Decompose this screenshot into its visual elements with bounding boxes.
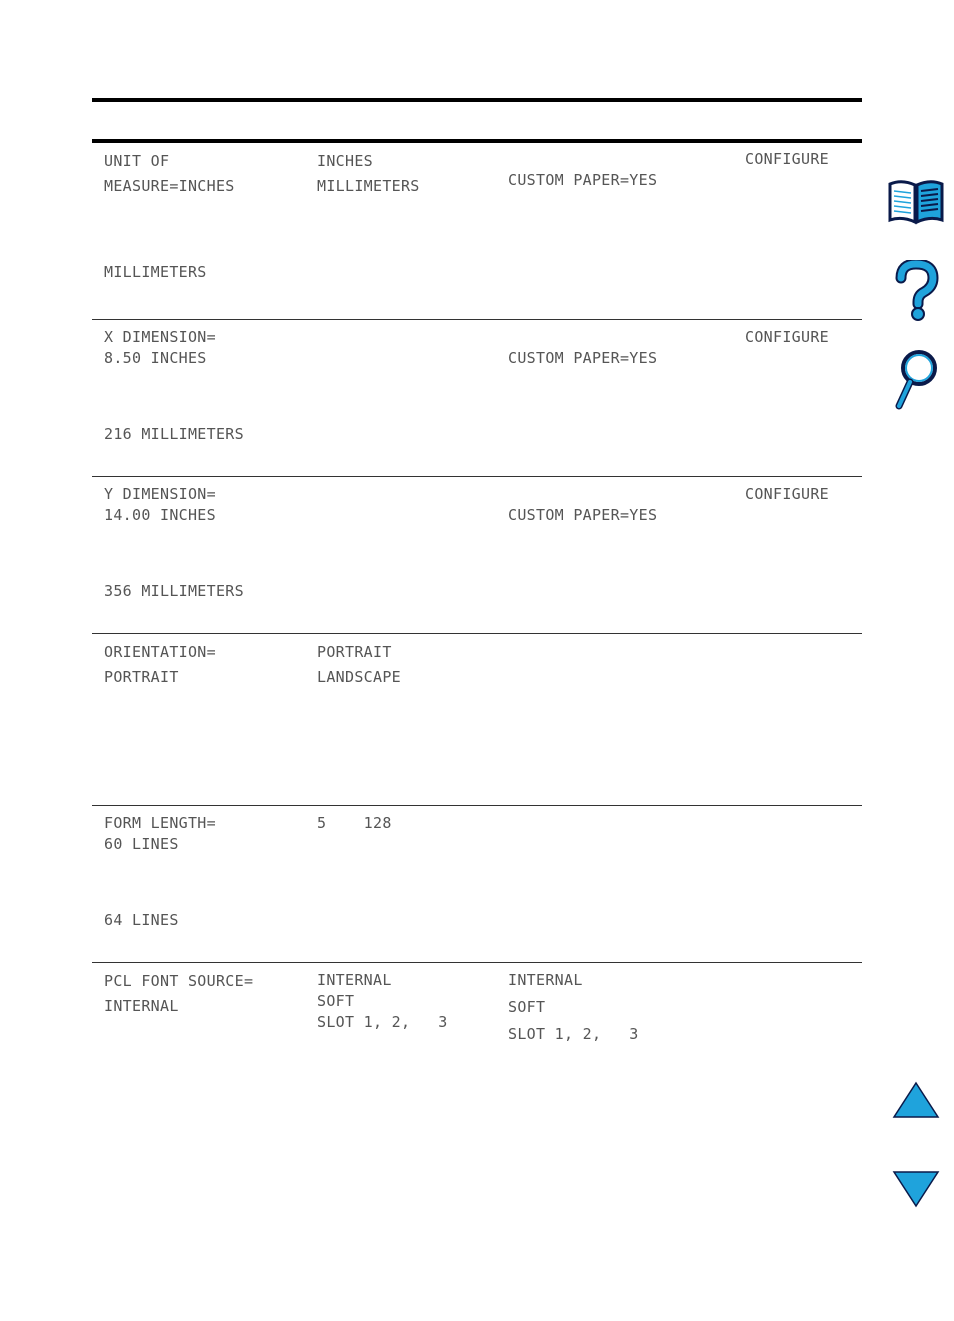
param-default: MEASURE=INCHES [104,177,235,195]
param-description: SLOT 1, 2, 3 [508,1025,639,1043]
param-name: Y DIMENSION= [104,485,216,503]
param-description: SOFT [508,998,546,1016]
param-name: ORIENTATION= [104,643,216,661]
param-value: MILLIMETERS [317,177,420,195]
param-menu: CONFIGURE [745,485,829,503]
row-divider [92,633,862,634]
param-name: UNIT OF [104,152,170,170]
param-description: 64 LINES [104,911,179,929]
param-value: LANDSCAPE [317,668,401,686]
param-description: 216 MILLIMETERS [104,425,244,443]
header-rule-bottom [92,139,862,143]
param-value: SLOT 1, 2, 3 [317,1013,448,1031]
search-icon[interactable] [892,348,940,412]
next-page-icon[interactable] [892,1170,940,1208]
header-rule-top [92,98,862,102]
help-icon[interactable] [893,260,939,322]
param-value: SOFT [317,992,355,1010]
param-menu: CONFIGURE [745,150,829,168]
param-description: INTERNAL [508,971,583,989]
param-menu: CONFIGURE [745,328,829,346]
param-name: PCL FONT SOURCE= [104,972,254,990]
param-default: 8.50 INCHES [104,349,207,367]
param-value: 5 128 [317,814,392,832]
param-default: PORTRAIT [104,668,179,686]
param-default: INTERNAL [104,997,179,1015]
param-condition: CUSTOM PAPER=YES [508,506,658,524]
param-name: FORM LENGTH= [104,814,216,832]
book-icon[interactable] [886,176,946,226]
param-value: PORTRAIT [317,643,392,661]
row-divider [92,805,862,806]
param-condition: CUSTOM PAPER=YES [508,171,658,189]
param-name: X DIMENSION= [104,328,216,346]
row-divider [92,962,862,963]
param-default: 60 LINES [104,835,179,853]
previous-page-icon[interactable] [892,1081,940,1119]
param-description: MILLIMETERS [104,263,207,281]
param-default: 14.00 INCHES [104,506,216,524]
row-divider [92,476,862,477]
param-value: INCHES [317,152,373,170]
param-value: INTERNAL [317,971,392,989]
param-description: 356 MILLIMETERS [104,582,244,600]
param-condition: CUSTOM PAPER=YES [508,349,658,367]
row-divider [92,319,862,320]
